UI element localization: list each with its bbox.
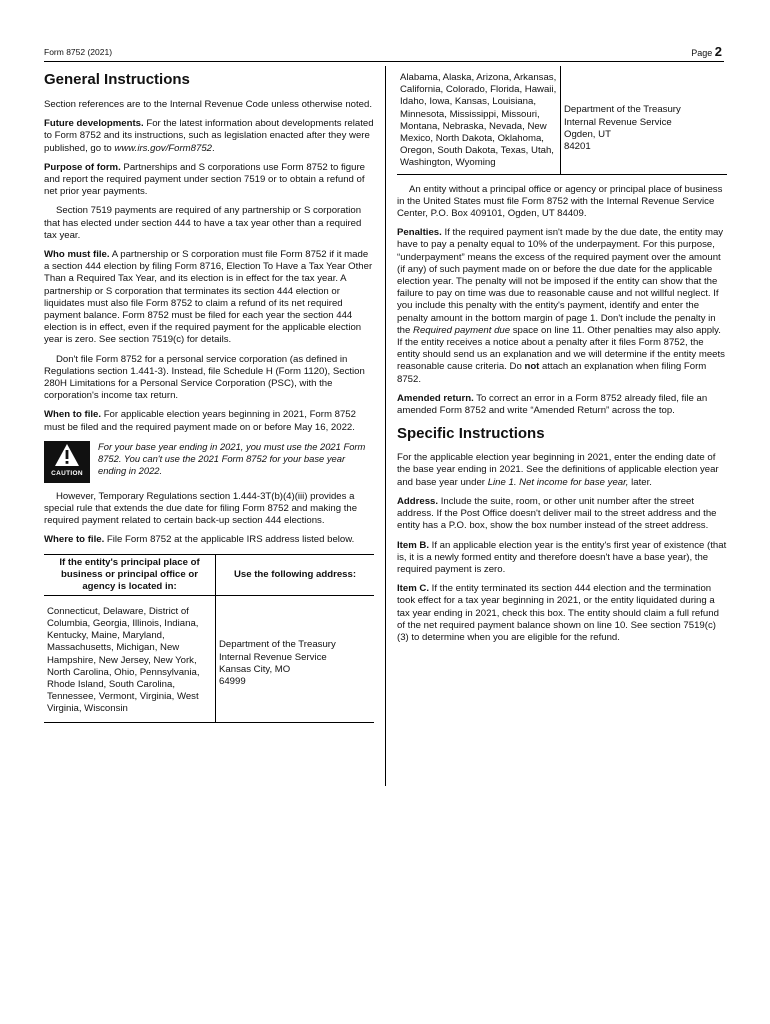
- address-table-header-address: Use the following address:: [216, 554, 375, 596]
- item-b-head: Item B.: [397, 539, 429, 551]
- penalties-text: If the required payment isn't made by the due date, the entity may have to pay a penalty equal to 10% of the underpayment. For this purpose, “underpayment” means the excess of the required payment over the amount (if any) of such payment made on or before the due date for the applicable election year. The penalty will not be imposed if the entity can show that the failure to pay on time was due to reasonable cause and not willful neglect. If you include this penalty with the entity's payment, identify and enter the penalty amount in the bottom margin of page 1. Don't include the penalty in the: [397, 227, 724, 336]
- specific-instructions-title: Specific Instructions: [397, 425, 545, 443]
- right-column: [397, 66, 727, 651]
- penalties-italic: Required payment due: [413, 324, 511, 336]
- caution-label: CAUTION: [51, 470, 83, 478]
- amended-return: [397, 393, 727, 417]
- page-number: [691, 44, 722, 59]
- specific-italic: Line 1. Net income for base year,: [487, 476, 629, 488]
- address-head: Address.: [397, 495, 439, 507]
- irs-url-link[interactable]: www.irs.gov/Form8752: [114, 142, 212, 154]
- where-head: Where to file.: [44, 534, 105, 546]
- caution-text: For your base year ending in 2021, you must use the 2021 Form 8752. You can't use the 2021 Form 8752 for your base year ending in 2022.: [98, 440, 366, 476]
- address-line: Department of the Treasury: [219, 639, 336, 651]
- who-head: Who must file.: [44, 249, 110, 261]
- address-instructions: [397, 496, 727, 533]
- however-text: However, Temporary Regulations section 1.444-3T(b)(4)(iii) provides a special rule that extends the due date for filing Form 8752 and making the required payment related to certain back-up section 444 elections.: [44, 490, 358, 527]
- left-column: [44, 66, 374, 723]
- where-to-file: [44, 534, 374, 546]
- when-text: For applicable election years beginning in 2021, Form 8752 must be filed and the required payment made on or before May 16, 2022.: [44, 409, 356, 433]
- address-table: [44, 554, 374, 723]
- dont-file-text: Don't file Form 8752 for a personal service corporation (as defined in Regulations section 1.441-3). Instead, file Schedule H (Form 1120), Section 280H Limitations for a Personal Service Corporation (PSC), with the corporation's income tax return.: [44, 353, 365, 402]
- penalties: [397, 227, 727, 386]
- penalties-text-3: attach an explanation when filing Form 8752.: [397, 361, 707, 385]
- page-number-value: 2: [714, 44, 722, 59]
- address-line: Internal Revenue Service: [564, 116, 672, 128]
- section-7519-text: Section 7519 payments are required of any partnership or S corporation that has elected under section 444 to have a tax year other than a required tax year.: [44, 205, 362, 241]
- address-line: 84201: [564, 141, 591, 153]
- caution-box: [44, 441, 374, 483]
- column-divider: [385, 66, 386, 786]
- specific-instructions-text: [397, 452, 727, 489]
- address-kansas-city: [216, 606, 375, 722]
- page-prefix: Page: [691, 48, 713, 58]
- address-text: Include the suite, room, or other unit number after the street address. If the Post Office doesn't deliver mail to the street address and the entity has a P.O. box, show the box number instead of the street address.: [397, 495, 717, 532]
- purpose-head: Purpose of form.: [44, 161, 121, 173]
- address-ogden: [561, 66, 728, 174]
- amended-head: Amended return.: [397, 392, 474, 404]
- form-label: Form 8752 (2021): [44, 47, 113, 57]
- item-b: [397, 540, 727, 577]
- when-to-file: [44, 409, 374, 433]
- purpose-text: Partnerships and S corporations use Form 8752 to figure and report the required payment under section 7519 or to obtain a refund of net prior year payments.: [44, 161, 366, 198]
- address-line: Kansas City, MO: [219, 663, 291, 675]
- future-developments-text: For the latest information about developments related to Form 8752 and its instructions, such as legislation enacted after they were published, go to: [44, 118, 374, 154]
- warning-triangle-icon: [54, 443, 80, 467]
- address-line: 64999: [219, 675, 246, 687]
- address-table-continued: [397, 66, 727, 175]
- who-text: A partnership or S corporation must file Form 8752 if it made a section 444 election by filing Form 8716, Election To Have a Tax Year Other Than a Required Tax Year, and its election is in effect for the tax year. A partnership or S corporation that terminates its section 444 election or liquidates must also file Form 8752 to claim a refund of its net required payment balance. Form 8752 must be filed for each year the section 444 election is in effect, even if the required payment for the applicable election year is zero. See section 7519(c) for details.: [44, 249, 373, 346]
- item-c: [397, 583, 727, 644]
- caution-icon: [44, 441, 90, 483]
- future-developments-head: Future developments.: [44, 118, 144, 130]
- where-text: File Form 8752 at the applicable IRS address listed below.: [104, 534, 355, 546]
- specific-text: For the applicable election year beginning in 2021, enter the ending date of the base year ending in 2021. See the definitions of applicable election year and base year under: [397, 452, 719, 488]
- table-row: [397, 66, 727, 174]
- address-line: Internal Revenue Service: [219, 651, 327, 663]
- amended-text: To correct an error in a Form 8752 already filed, file an amended Form 8752 and write “Amended Return” across the top.: [397, 392, 708, 417]
- section-references-text: Section references are to the Internal Revenue Code unless otherwise noted.: [44, 99, 372, 110]
- no-principal-office-text: An entity without a principal office or agency or principal place of business in the United States must file Form 8752 with the Internal Revenue Service Center, P.O. Box 409101, Ogden, UT 84409.: [397, 183, 723, 220]
- address-line: Department of the Treasury: [564, 104, 681, 116]
- future-developments-end: .: [212, 142, 215, 154]
- header-rule: [44, 61, 724, 62]
- item-c-head: Item C.: [397, 583, 429, 595]
- table-row: [44, 606, 374, 722]
- states-list-east: Connecticut, Delaware, District of Columbia, Georgia, Illinois, Indiana, Kentucky, Maine, Maryland, Massachusetts, Michigan, New Hampshire, New Jersey, New York, North Carolina, Ohio, Pennsylvania, Rhode Island, South Carolina, Tennessee, Vermont, Virginia, West Virginia, Wisconsin: [44, 606, 216, 722]
- penalties-text-2: space on line 11. Other penalties may also apply. If the entity receives a notice about a penalty after it files Form 8752, the entity should send us an explanation and we will determine if the entity meets reasonable cause criteria. Do: [397, 324, 725, 373]
- future-developments: [44, 118, 374, 155]
- address-table-header-location: If the entity's principal place of business or principal office or agency is located in:: [44, 554, 216, 596]
- specific-text-2: later.: [628, 476, 652, 488]
- item-b-text: If an applicable election year is the entity's first year of existence (that is, it is a newly formed entity and therefore doesn't have a base year), the required payment is zero.: [397, 539, 727, 575]
- general-instructions-title: General Instructions: [44, 71, 190, 88]
- states-list-west: Alabama, Alaska, Arizona, Arkansas, California, Colorado, Florida, Hawaii, Idaho, Iowa, Kansas, Louisiana, Minnesota, Mississippi, Missouri, Montana, Nebraska, Nevada, New Mexico, North Dakota, Oklahoma, Oregon, South Dakota, Texas, Utah, Washington, Wyoming: [397, 66, 561, 174]
- penalties-not: not: [524, 361, 540, 373]
- address-line: Ogden, UT: [564, 128, 611, 140]
- item-c-text: If the entity terminated its section 444 election and the termination took effect for a tax year beginning in 2021, or the entity liquidated during a tax year ending in 2021, check this box. The entity should claim a full refund of the net required payment balance shown on line 10. See section 7519(c)(3) to determine when you are eligible for the refund.: [397, 583, 719, 643]
- when-head: When to file.: [44, 409, 102, 421]
- purpose-of-form: [44, 162, 374, 199]
- penalties-head: Penalties.: [397, 227, 442, 239]
- who-must-file: [44, 249, 374, 347]
